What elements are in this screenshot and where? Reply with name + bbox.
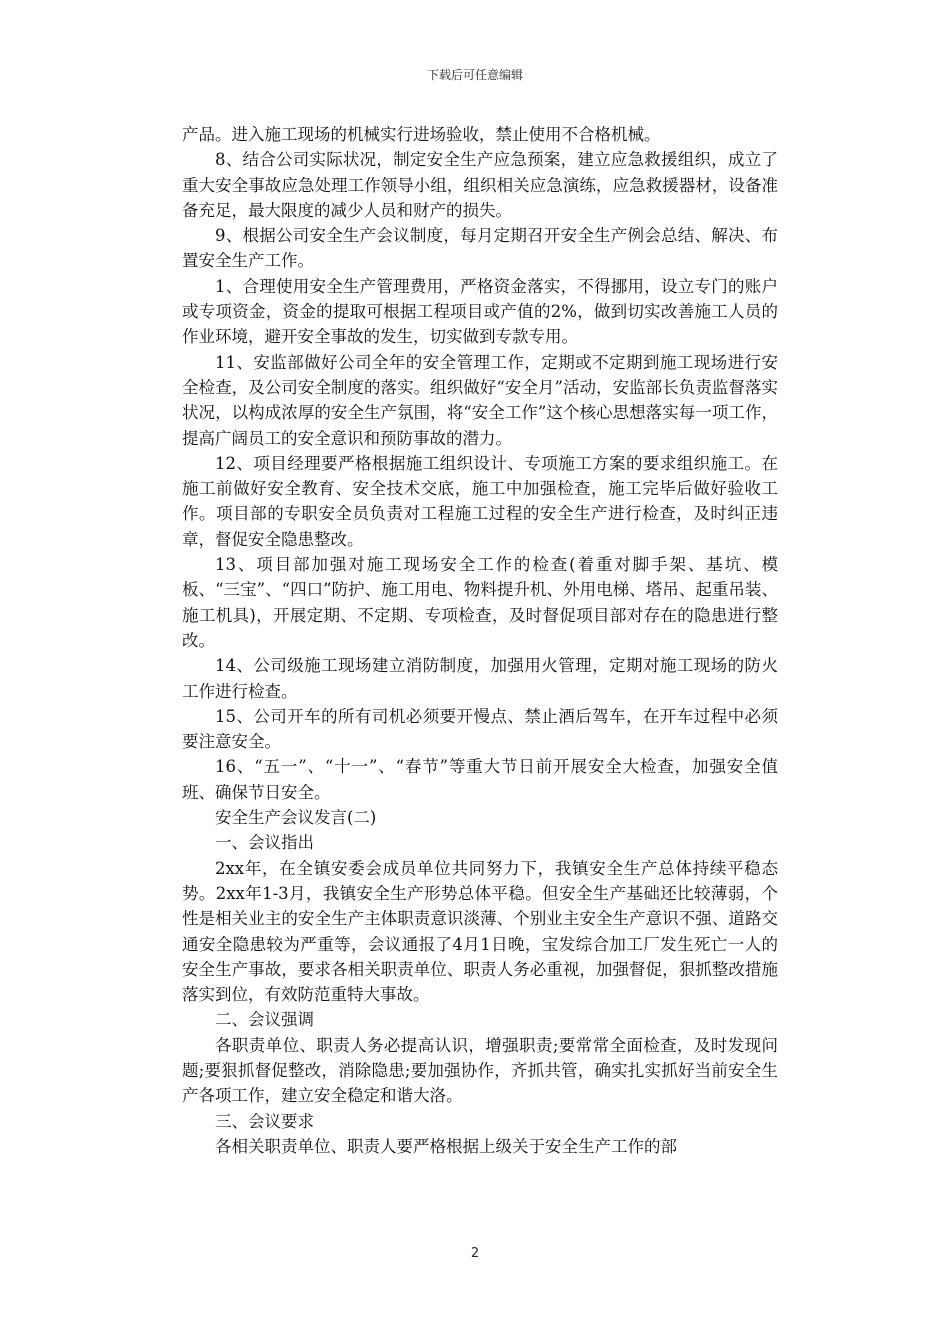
paragraph: 9、根据公司安全生产会议制度，每月定期召开安全生产例会总结、解决、布置安全生产工作。 bbox=[182, 226, 778, 271]
paragraph: 各职责单位、职责人务必提高认识，增强职责;要常常全面检查，及时发现问题;要狠抓督促整改，消除隐患;要加强协作，齐抓共管，确实扎实抓好当前安全生产各项工作，建立安全稳定和谐大洛。 bbox=[182, 1035, 778, 1106]
paragraph: 8、结合公司实际状况，制定安全生产应急预案，建立应急救援组织，成立了重大安全事故应急处理工作领导小组，组织相关应急演练，应急救援器材，设备准备充足，最大限度的减少人员和财产的损失。 bbox=[182, 150, 778, 220]
paragraph: 12、项目经理要严格根据施工组织设计、专项施工方案的要求组织施工。在施工前做好安全教育、安全技术交底，施工中加强检查，施工完毕后做好验收工作。项目部的专职安全员负责对工程施工过程的安全生产进行检查，及时纠正违章，督促安全隐患整改。 bbox=[182, 453, 778, 549]
paragraph: 1、合理使用安全生产管理费用，严格资金落实，不得挪用，设立专门的账户或专项资金，资金的提取可根据工程项目或产值的2%，做到切实改善施工人员的作业环境，避开安全事故的发生，切实做到专款专用。 bbox=[182, 276, 778, 347]
page-header: 下载后可任意编辑 bbox=[426, 68, 523, 82]
paragraph: 2xx年，在全镇安委会成员单位共同努力下，我镇安全生产总体持续平稳态势。2xx年1-3月，我镇安全生产形势总体平稳。但安全生产基础还比较薄弱，个性是相关业主的安全生产主体职责意识淡薄、个别业主安全生产意识不强、道路交通安全隐患较为严重等，会议通报了4月1日晚，宝发综合加工厂发生死亡一人的安全生产事故，要求各相关职责单位、职责人务必重视，加强督促，狠抓整改措施落实到位，有效防范重特大事故。 bbox=[182, 858, 778, 1005]
paragraph: 产品。进入施工现场的机械实行进场验收，禁止使用不合格机械。 bbox=[182, 125, 661, 144]
paragraph: 11、安监部做好公司全年的安全管理工作，定期或不定期到施工现场进行安全检查，及公司安全制度的落实。组织做好“安全月”活动，安监部长负责监督落实状况，以构成浓厚的安全生产氛围，将“安全工作”这个核心思想落实每一项工作，提高广阔员工的安全意识和预防事故的潜力。 bbox=[182, 352, 778, 448]
paragraph: 二、会议强调 bbox=[215, 1010, 314, 1030]
paragraph: 16、“五一”、“十一”、“春节”等重大节日前开展安全大检查，加强安全值班、确保节日安全。 bbox=[182, 757, 778, 802]
paragraph: 安全生产会议发言(二) bbox=[215, 808, 377, 828]
paragraph: 各相关职责单位、职责人要严格根据上级关于安全生产工作的部 bbox=[215, 1136, 677, 1156]
paragraph: 15、公司开车的所有司机必须要开慢点、禁止酒后驾车，在开车过程中必须要注意安全。 bbox=[182, 706, 778, 752]
paragraph: 三、会议要求 bbox=[215, 1111, 314, 1131]
paragraph: 14、公司级施工现场建立消防制度，加强用火管理，定期对施工现场的防火工作进行检查。 bbox=[182, 656, 778, 701]
page-number: 2 bbox=[470, 1246, 480, 1261]
paragraph: 13、项目部加强对施工现场安全工作的检查(着重对脚手架、基坑、模板、“三宝”、“四口”防护、施工用电、物料提升机、外用电梯、塔吊、起重吊装、施工机具)，开展定期、不定期、专项检查，及时督促项目部对存在的隐患进行整改。 bbox=[182, 555, 778, 650]
paragraph: 一、会议指出 bbox=[215, 833, 314, 853]
document-body bbox=[182, 122, 778, 1159]
